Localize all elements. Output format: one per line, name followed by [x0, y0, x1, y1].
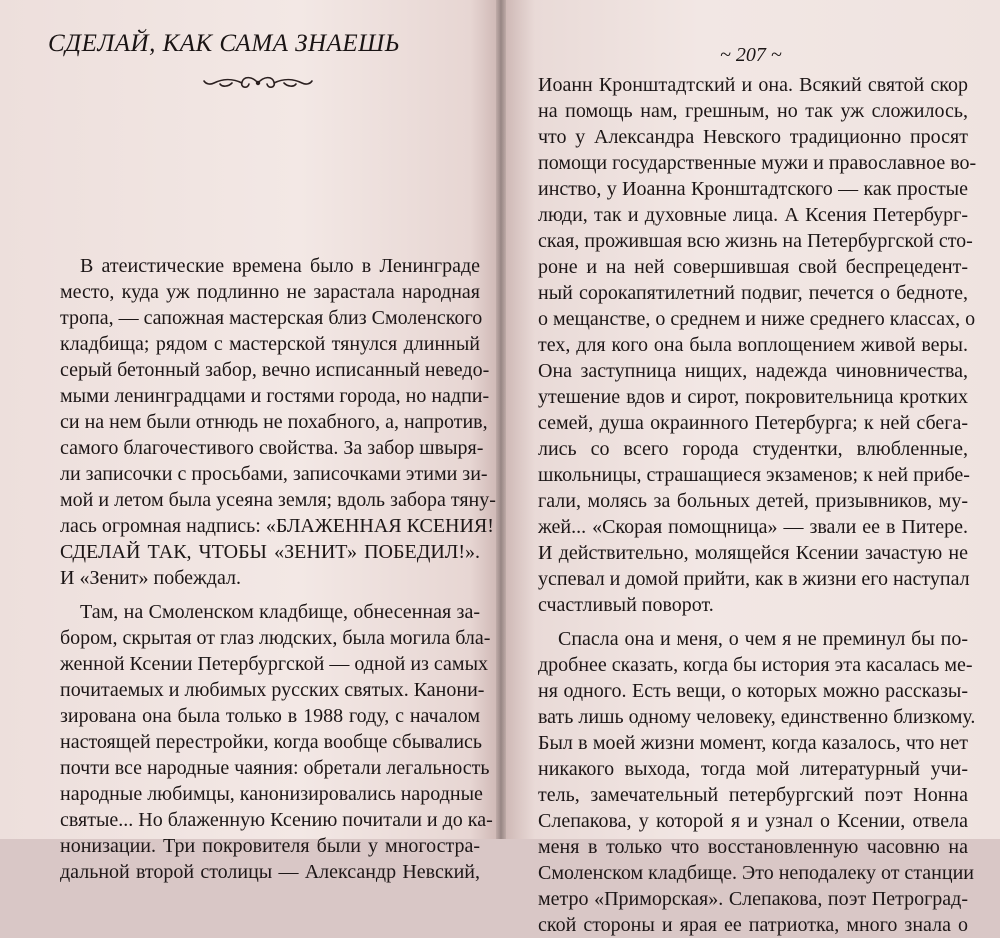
text-line: вать лишь одному человеку, единственно близкому.	[538, 706, 976, 728]
text-line: семей, душа окраинного Петербурга; к ней сбега-	[538, 412, 968, 434]
text-line: настоящей перестройки, когда вообще сбывались	[60, 731, 483, 753]
text-line: СДЕЛАЙ ТАК, ЧТОБЫ «ЗЕНИТ» ПОБЕДИЛ!».	[60, 541, 480, 563]
text-line: И «Зенит» побеждал.	[60, 567, 242, 589]
text-line: лись со всего города студентки, влюбленные,	[538, 438, 968, 460]
text-line: женной Ксении Петербургской — одной из самых	[60, 653, 489, 675]
left-paragraph-2	[60, 599, 493, 885]
book-gutter	[496, 0, 506, 839]
text-line: что у Александра Невского традиционно просят	[538, 126, 968, 148]
text-line: роне и на ней совершившая свой беспрецедент-	[538, 256, 968, 278]
left-text-column	[60, 253, 496, 885]
text-line: тель, замечательный петербургский поэт Нонна	[538, 784, 968, 806]
text-line: дробнее сказать, когда бы история эта касалась ме-	[538, 654, 973, 676]
text-line: бором, скрытая от глаз людских, была могила бла-	[60, 627, 491, 649]
text-line: зирована она была только в 1988 году, с началом	[60, 705, 480, 727]
text-line: меня в только что восстановленную часовню на	[538, 836, 968, 858]
text-line: си на нем были отнюдь не похабного, а, напротив,	[60, 411, 488, 433]
left-paragraph-1	[60, 253, 496, 591]
text-line: жей... «Скорая помощница» — звали ее в Питере.	[538, 516, 968, 538]
text-line: школьницы, страшащиеся экзаменов; к ней прибе-	[538, 464, 970, 486]
text-line: святые... Но блаженную Ксению почитали и до ка-	[60, 809, 493, 831]
text-line: метро «Приморская». Слепакова, поэт Петроград-	[538, 888, 968, 910]
text-line: Иоанн Кронштадтский и она. Всякий святой скор	[538, 74, 968, 96]
text-line: почитаемых и любимых русских святых. Канони-	[60, 679, 485, 701]
text-line: тех, для кого она была воплощением живой веры.	[538, 334, 968, 356]
text-line: ня одного. Есть вещи, о которых можно рассказы-	[538, 680, 968, 702]
text-line: гали, молясь за больных детей, призывников, му-	[538, 490, 968, 512]
text-line: И действительно, молящейся Ксении зачастую не	[538, 542, 968, 564]
ornament-scroll-icon	[202, 74, 314, 92]
text-line: народные любимцы, канонизировались народные	[60, 783, 483, 805]
text-line: почти все народные чаяния: обретали легальность	[60, 757, 490, 779]
text-line: Слепакова, у которой я и узнал о Ксении, отвела	[538, 810, 968, 832]
text-line: на помощь нам, грешным, но так уж сложилось,	[538, 100, 968, 122]
text-line: ской стороны и ярая ее патриотка, много знала о	[538, 914, 968, 936]
text-line: ская, прожившая всю жизнь на Петербургской сто-	[538, 230, 973, 252]
text-line: тропа, — сапожная мастерская близ Смоленского	[60, 307, 483, 329]
text-line: успевал и домой прийти, как в жизни его наступал	[538, 568, 970, 590]
text-line: ный сорокапятилетний подвиг, печется о бедноте,	[538, 282, 968, 304]
right-text-column	[538, 72, 977, 938]
text-line: кладбища; рядом с мастерской тянулся длинный	[60, 333, 480, 355]
text-line: люди, так и духовные лица. А Ксения Петербург-	[538, 204, 968, 226]
right-paragraph-1	[538, 72, 977, 618]
text-line: Там, на Смоленском кладбище, обнесенная за-	[80, 601, 480, 623]
text-line: утешение вдов и сирот, покровительница кротких	[538, 386, 968, 408]
text-line: нонизации. Три покровителя были у многостра-	[60, 835, 480, 857]
text-line: мой и летом была усеяна земля; вдоль забора тяну-	[60, 489, 496, 511]
text-line: мыми ленинградцами и гостями города, но надпи-	[60, 385, 490, 407]
left-page	[0, 0, 500, 883]
text-line: Был в моей жизни момент, когда казалось, что нет	[538, 732, 968, 754]
text-line: инство, у Иоанна Кронштадтского — как простые	[538, 178, 968, 200]
text-line: Она заступница нищих, надежда чиновничества,	[538, 360, 968, 382]
right-paragraph-2	[538, 626, 976, 938]
text-line: Спасла она и меня, о чем я не преминул бы по-	[558, 628, 968, 650]
running-head: СДЕЛАЙ, КАК САМА ЗНАЕШЬ	[48, 30, 400, 57]
text-line: лась огромная надпись: «БЛАЖЕННАЯ КСЕНИЯ!	[60, 515, 494, 537]
text-line: В атеистические времена было в Ленинграде	[80, 255, 480, 277]
text-line: самого благочестивого свойства. За забор швыря-	[60, 437, 484, 459]
text-line: серый бетонный забор, вечно исписанный неведо-	[60, 359, 490, 381]
page-number: ~ 207 ~	[720, 44, 782, 66]
text-line: место, куда уж подлинно не зарастала народная	[60, 281, 480, 303]
text-line: о мещанстве, о среднем и ниже среднего классах, о	[538, 308, 976, 330]
text-line: дальной второй столицы — Александр Невский,	[60, 861, 480, 883]
right-page	[500, 0, 1000, 936]
text-line: никакого выхода, тогда мой литературный учи-	[538, 758, 968, 780]
text-line: Смоленском кладбище. Это неподалеку от станции	[538, 862, 974, 884]
text-line: помощи государственные мужи и православное во-	[538, 152, 977, 174]
text-line: счастливый поворот.	[538, 594, 714, 616]
text-line: ли записочки с просьбами, записочками этими зи-	[60, 463, 488, 485]
